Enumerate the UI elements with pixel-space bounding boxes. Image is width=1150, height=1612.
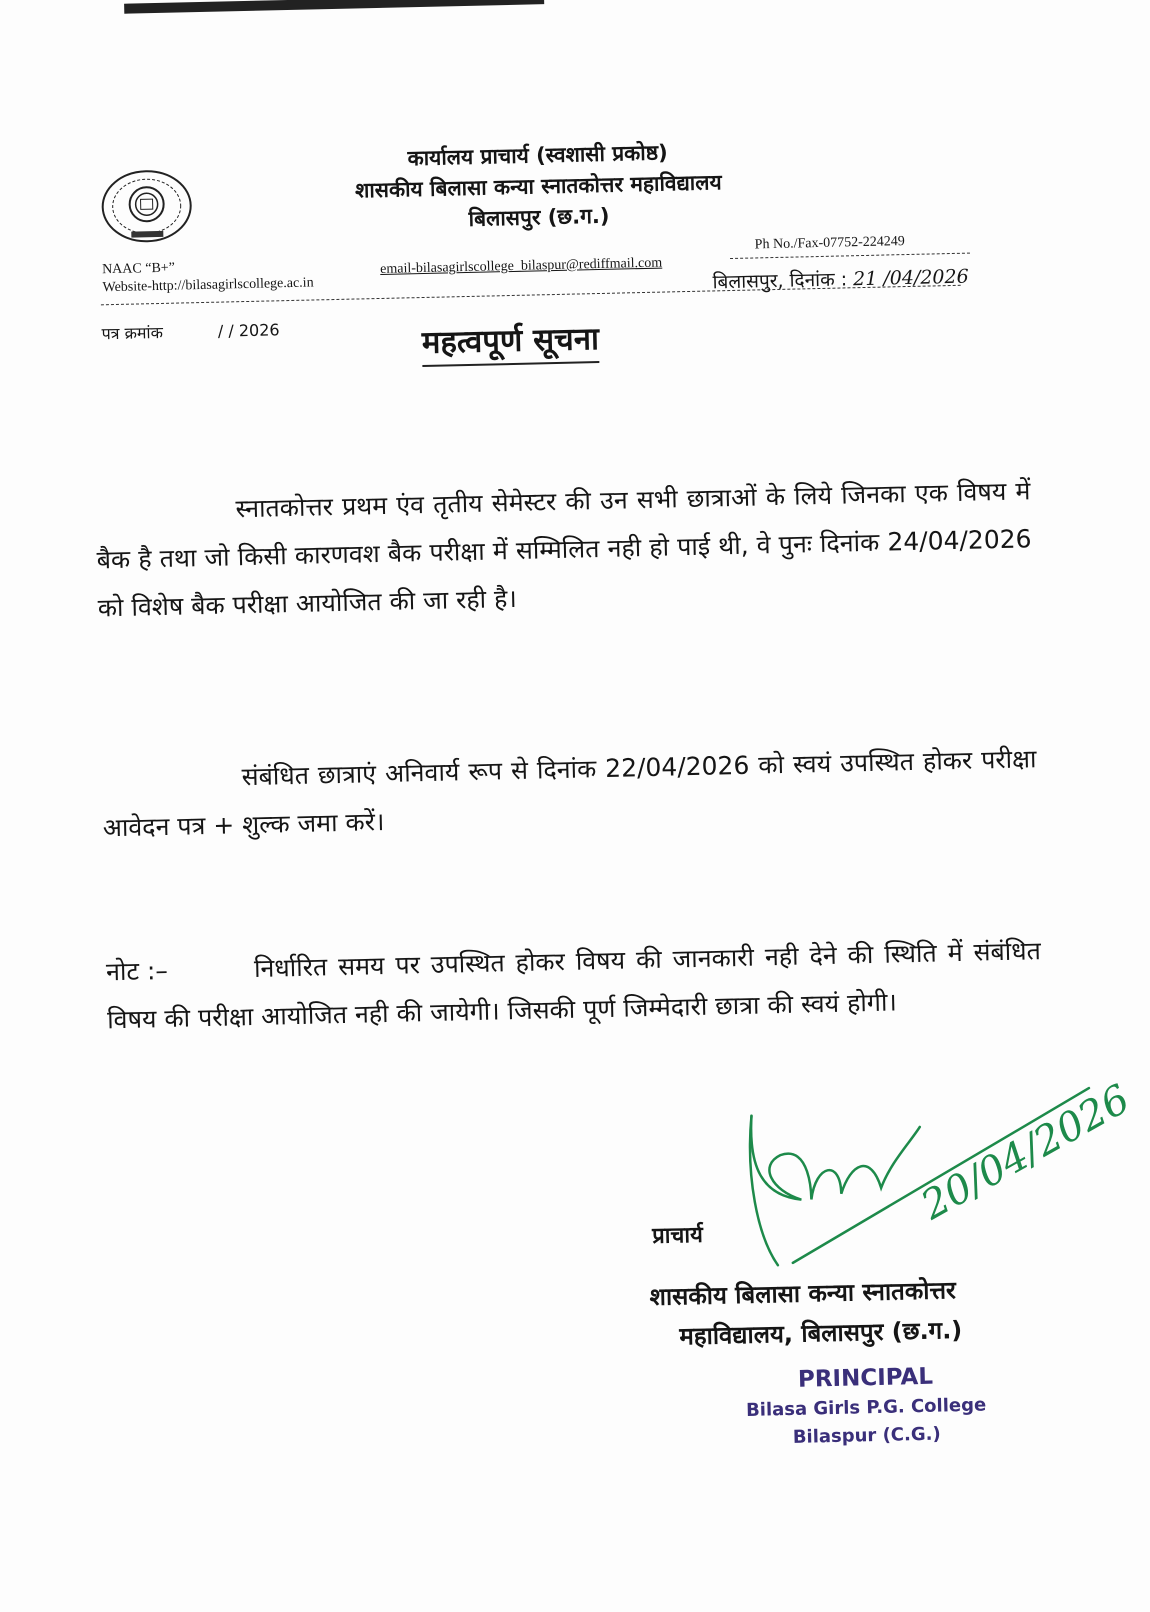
note-text: निर्धारित समय पर उपस्थित होकर विषय की जानकारी नही देने की स्थिति में संबंधित विषय की परीक्षा आयोजित नही की जायेगी। जिसकी पूर्ण जिम्मेदारी छात्रा की स्वयं होगी। <box>106 936 1042 1035</box>
stamp-line-2: Bilasa Girls P.G. College <box>745 1394 987 1421</box>
designation: प्राचार्य <box>651 1222 704 1250</box>
handwritten-date: 21 /04/2026 <box>852 265 969 291</box>
stamp-line-1: PRINCIPAL <box>797 1363 934 1393</box>
college-name: शासकीय बिलासा कन्या स्नातकोत्तर महाविद्यालय <box>354 170 722 203</box>
website[interactable]: Website-http://bilasagirlscollege.ac.in <box>102 275 314 296</box>
ref-label: पत्र क्रमांक <box>101 322 164 344</box>
note-label: नोट :– <box>105 955 169 987</box>
ref-value: / / 2026 <box>217 320 280 341</box>
org-line-2: महाविद्यालय, बिलासपुर (छ.ग.) <box>679 1316 963 1351</box>
paragraph-2: संबंधित छात्राएं अनिवार्य रूप से दिनांक 22/04/2026 को स्वयं उपस्थित होकर परीक्षा आवेदन पत्र + शुल्क जमा करें। <box>102 744 1037 843</box>
place-date-label: बिलासपुर, दिनांक : <box>712 268 848 294</box>
office-line: कार्यालय प्राचार्य (स्वशासी प्रकोष्ठ) <box>407 140 668 171</box>
naac-grade: NAAC “B+” <box>101 260 176 278</box>
stamp-line-3: Bilaspur (C.G.) <box>792 1423 941 1448</box>
college-city: बिलासपुर (छ.ग.) <box>468 203 610 231</box>
phone-fax: Ph No./Fax-07752-224249 <box>754 234 905 253</box>
email[interactable]: email-bilasagirlscollege_bilaspur@rediffmail.com <box>380 255 663 277</box>
org-line-1: शासकीय बिलासा कन्या स्नातकोत्तर <box>649 1276 957 1312</box>
paragraph-1: स्नातकोत्तर प्रथम एंव तृतीय सेमेस्टर की उन सभी छात्राओं के लिये जिनका एक विषय में बैक है तथा जो किसी कारणवश बैक परीक्षा में सम्मिलित नही हो पाई थी, वे पुनः दिनांक 24/04/2026 को विशेष बैक परीक्षा आयोजित की जा रही है। <box>96 476 1032 623</box>
signature-date: 20/04/2026 <box>913 1076 1138 1230</box>
notice-title: महत्वपूर्ण सूचना <box>421 317 599 367</box>
